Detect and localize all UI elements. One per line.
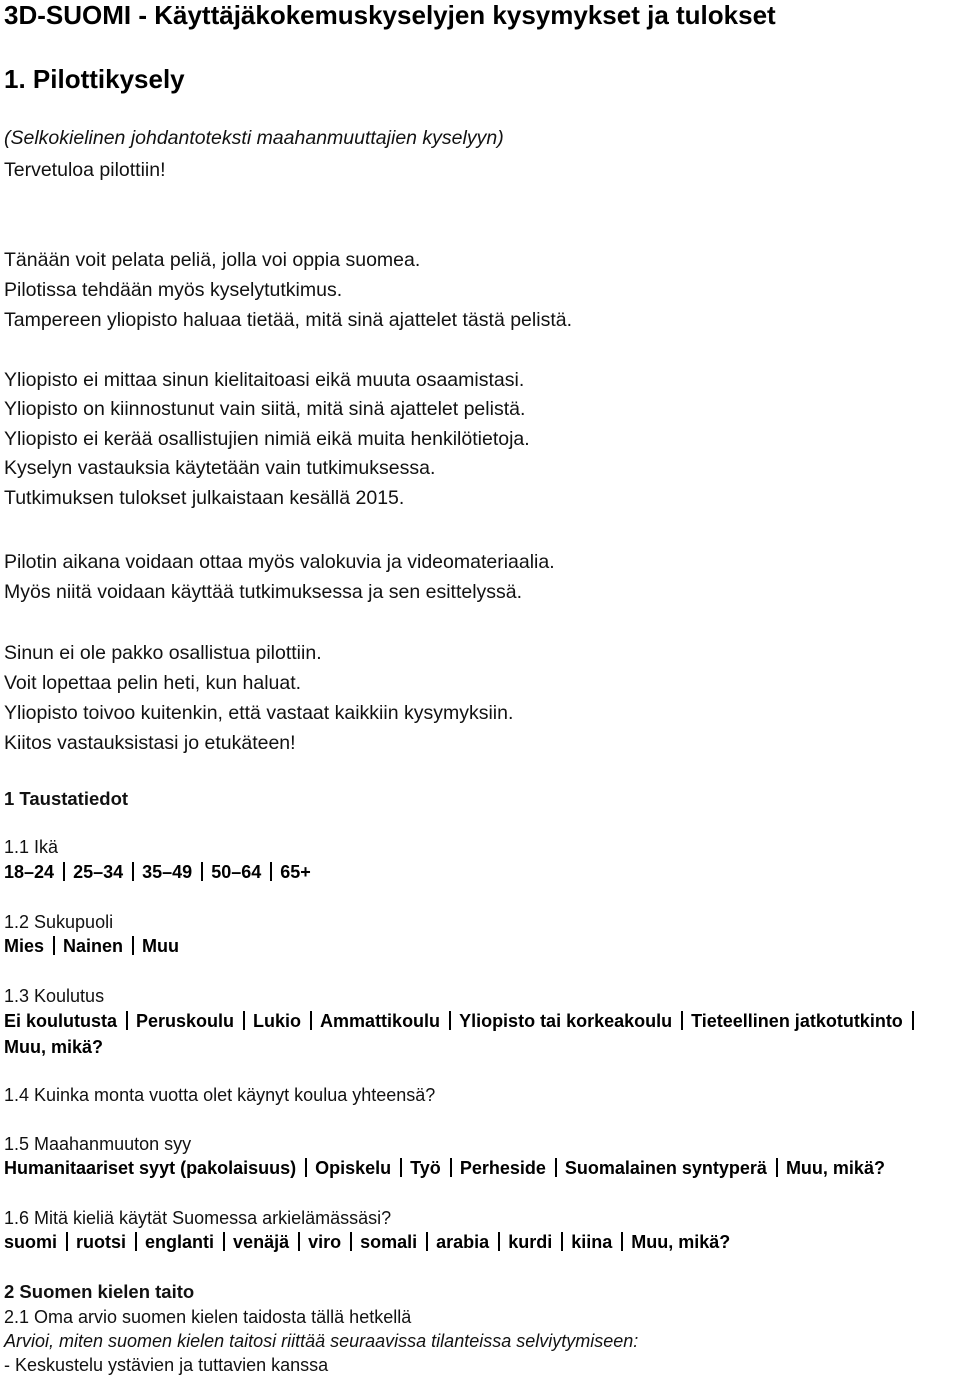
answer-option: Opiskelu (315, 1158, 392, 1178)
document-title: 3D-SUOMI - Käyttäjäkokemuskyselyjen kysymykset ja tulokset (4, 0, 776, 30)
option-separator (912, 1011, 914, 1030)
answer-option: Peruskoulu (136, 1011, 235, 1031)
paragraph1-line: Tänään voit pelata peliä, jolla voi oppia suomea. (4, 249, 421, 271)
paragraph4-line: Sinun ei ole pakko osallistua pilottiin. (4, 642, 322, 664)
option-separator (63, 862, 65, 881)
answer-option: Ei koulutusta (4, 1011, 118, 1031)
options-education (4, 1008, 956, 1060)
answer-option: somali (360, 1232, 418, 1252)
option-separator (135, 1232, 137, 1251)
paragraph4-line: Yliopisto toivoo kuitenkin, että vastaat kaikkiin kysymyksiin. (4, 702, 514, 724)
option-separator (498, 1232, 500, 1251)
option-separator (776, 1158, 778, 1177)
paragraph3-line: Myös niitä voidaan käyttää tutkimuksessa ja sen esittelyssä. (4, 581, 523, 603)
answer-option: kurdi (508, 1232, 553, 1252)
answer-option: Mies (4, 936, 45, 956)
welcome-text: Tervetuloa pilottiin! (4, 159, 166, 181)
options-age (4, 860, 311, 884)
option-separator (310, 1011, 312, 1030)
answer-option: 18–24 (4, 862, 55, 882)
answer-option: venäjä (233, 1232, 290, 1252)
options-gender (4, 934, 179, 958)
answer-option: Yliopisto tai korkeakoulu (459, 1011, 673, 1031)
option-separator (201, 862, 203, 881)
option-separator (270, 862, 272, 881)
answer-option: Muu, mikä? (785, 1158, 885, 1178)
question-label: 2.1 Oma arvio suomen kielen taidosta tällä hetkellä (4, 1307, 412, 1327)
section2-title: 2 Suomen kielen taito (4, 1281, 195, 1302)
option-separator (561, 1232, 563, 1251)
answer-option: 50–64 (211, 862, 262, 882)
paragraph2-line: Yliopisto on kiinnostunut vain siitä, mitä sinä ajattelet pelistä. (4, 398, 526, 420)
answer-option: suomi (4, 1232, 58, 1252)
option-separator (126, 1011, 128, 1030)
answer-option: Tieteellinen jatkotutkinto (691, 1011, 903, 1031)
answer-option: Suomalainen syntyperä (564, 1158, 767, 1178)
question-label: 1.1 Ikä (4, 837, 59, 857)
answer-option: Nainen (63, 936, 124, 956)
answer-option: arabia (436, 1232, 490, 1252)
paragraph2-line: Yliopisto ei mittaa sinun kielitaitoasi eikä muuta osaamistasi. (4, 369, 525, 391)
option-separator (132, 936, 134, 955)
intro-note: (Selkokielinen johdantoteksti maahanmuuttajien kyselyyn) (4, 127, 504, 149)
option-separator (298, 1232, 300, 1251)
option-separator (53, 936, 55, 955)
paragraph3-line: Pilotin aikana voidaan ottaa myös valokuvia ja videomateriaalia. (4, 551, 555, 573)
question-label: 1.3 Koulutus (4, 986, 105, 1006)
answer-option: 65+ (280, 862, 311, 882)
answer-option: Muu, mikä? (4, 1037, 104, 1057)
question-label: 1.4 Kuinka monta vuotta olet käynyt koulua yhteensä? (4, 1085, 436, 1105)
answer-option: ruotsi (76, 1232, 127, 1252)
paragraph2-line: Kyselyn vastauksia käytetään vain tutkimuksessa. (4, 457, 436, 479)
answer-option: Työ (410, 1158, 441, 1178)
answer-option: Lukio (253, 1011, 302, 1031)
option-separator (243, 1011, 245, 1030)
option-separator (66, 1232, 68, 1251)
answer-option: englanti (145, 1232, 215, 1252)
question-label: 1.2 Sukupuoli (4, 912, 114, 932)
paragraph2-line: Tutkimuksen tulokset julkaistaan kesällä 2015. (4, 487, 405, 509)
answer-option: Muu (142, 936, 180, 956)
option-separator (450, 1158, 452, 1177)
answer-option: kiina (571, 1232, 613, 1252)
question-label: 1.6 Mitä kieliä käytät Suomessa arkielämässäsi? (4, 1208, 392, 1228)
section1-title: 1 Taustatiedot (4, 788, 129, 809)
paragraph2-line: Yliopisto ei kerää osallistujien nimiä eikä muita henkilötietoja. (4, 428, 530, 450)
list-item: - Keskustelu ystävien ja tuttavien kanssa (4, 1355, 329, 1375)
question-label: 1.5 Maahanmuuton syy (4, 1134, 192, 1154)
paragraph4-line: Voit lopettaa pelin heti, kun haluat. (4, 672, 302, 694)
answer-option: Muu, mikä? (631, 1232, 731, 1252)
option-separator (449, 1011, 451, 1030)
option-separator (350, 1232, 352, 1251)
option-separator (681, 1011, 683, 1030)
option-separator (621, 1232, 623, 1251)
options-immigration-reason (4, 1156, 885, 1180)
option-separator (400, 1158, 402, 1177)
option-separator (426, 1232, 428, 1251)
options-languages (4, 1230, 730, 1254)
answer-option: Ammattikoulu (320, 1011, 441, 1031)
option-separator (305, 1158, 307, 1177)
instruction-text: Arvioi, miten suomen kielen taitosi riittää seuraavissa tilanteissa selviytymiseen: (4, 1331, 639, 1351)
answer-option: Humanitaariset syyt (pakolaisuus) (4, 1158, 297, 1178)
answer-option: Perheside (459, 1158, 546, 1178)
paragraph4-line: Kiitos vastauksistasi jo etukäteen! (4, 732, 296, 754)
option-separator (555, 1158, 557, 1177)
paragraph1-line: Pilotissa tehdään myös kyselytutkimus. (4, 279, 343, 301)
answer-option: viro (308, 1232, 342, 1252)
pilot-heading: 1. Pilottikysely (4, 64, 185, 94)
answer-option: 25–34 (73, 862, 124, 882)
option-separator (223, 1232, 225, 1251)
answer-option: 35–49 (142, 862, 193, 882)
option-separator (132, 862, 134, 881)
paragraph1-line: Tampereen yliopisto haluaa tietää, mitä sinä ajattelet tästä pelistä. (4, 309, 572, 331)
